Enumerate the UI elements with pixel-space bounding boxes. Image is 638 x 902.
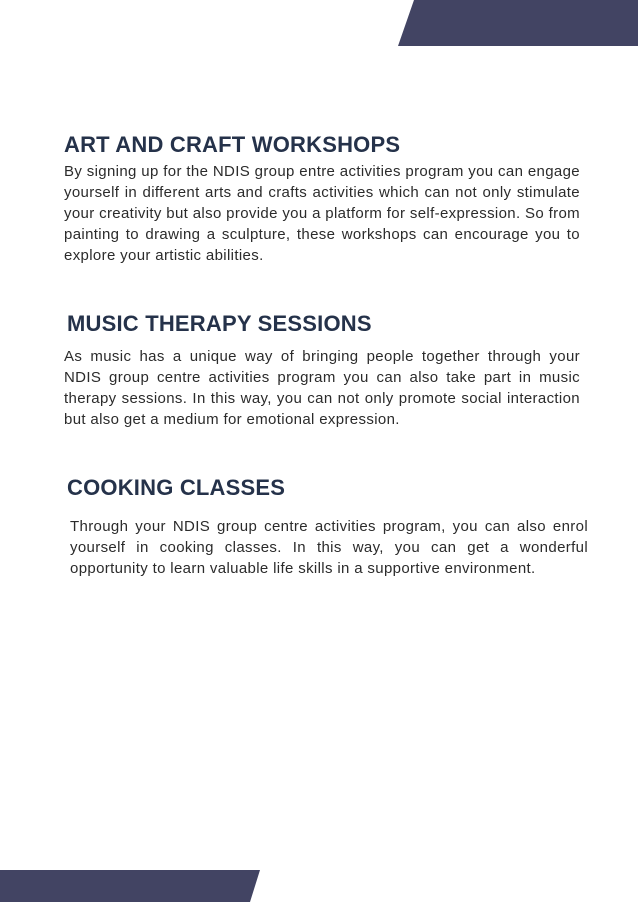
- section-cooking-classes: [64, 475, 588, 579]
- section-heading-cooking-classes: COOKING CLASSES: [67, 475, 286, 500]
- section-body-art-and-craft: By signing up for the NDIS group entre activities program you can engage yourself in different arts and crafts activities which can not only stimulate your creativity but also provide you a platform for self-expression. So from painting to drawing a sculpture, these workshops can encourage you to explore your artistic abilities.: [64, 163, 580, 264]
- section-art-and-craft: [64, 132, 580, 266]
- top-corner-decoration: [398, 0, 638, 46]
- section-heading-music-therapy: MUSIC THERAPY SESSIONS: [67, 311, 372, 336]
- section-music-therapy: [64, 311, 580, 430]
- section-body-music-therapy: As music has a unique way of bringing people together through your NDIS group centre activities program you can also take part in music therapy sessions. In this way, you can not only promote social interaction but also get a medium for emotional expression.: [64, 348, 580, 428]
- section-body-cooking-classes: Through your NDIS group centre activities program, you can also enrol yourself in cooking classes. In this way, you can get a wonderful opportunity to learn valuable life skills in a supportive environment.: [70, 518, 588, 577]
- bottom-corner-decoration: [0, 870, 260, 902]
- section-heading-art-and-craft: ART AND CRAFT WORKSHOPS: [64, 132, 401, 157]
